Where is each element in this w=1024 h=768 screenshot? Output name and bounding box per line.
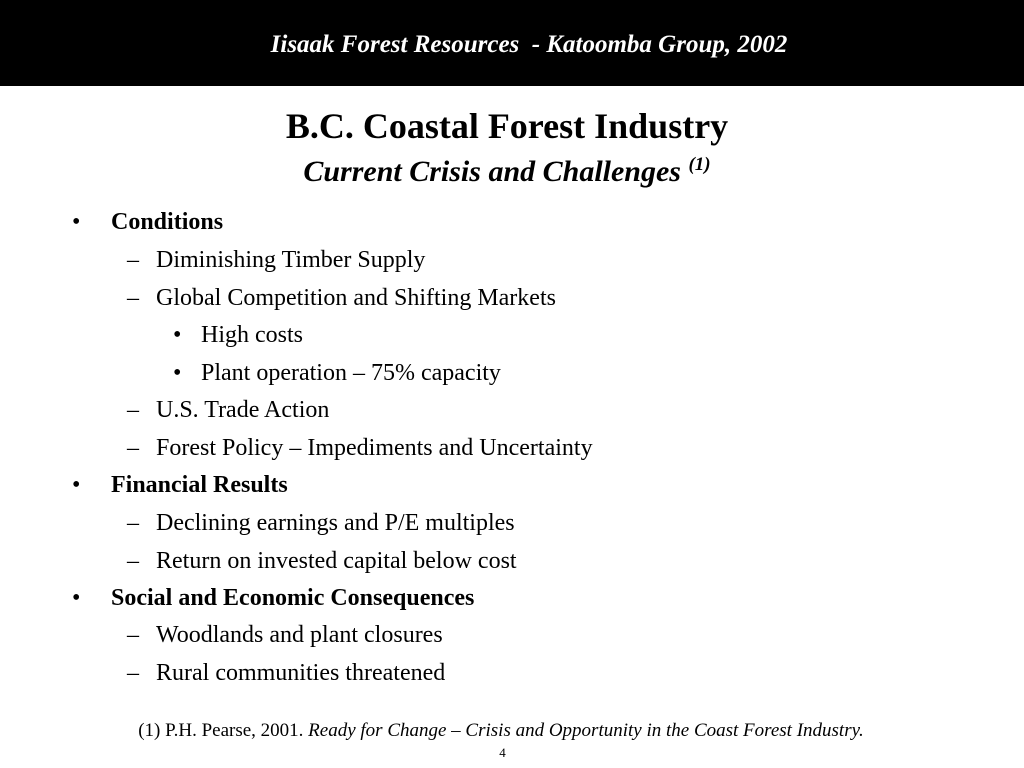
dash-marker: – (127, 285, 139, 311)
bullet-marker: • (72, 209, 81, 235)
outline-item-label: Social and Economic Consequences (111, 585, 475, 611)
slide-title: B.C. Coastal Forest Industry (285, 106, 729, 146)
outline-item-label: Diminishing Timber Supply (156, 247, 426, 273)
bullet-marker: • (72, 472, 81, 498)
outline-item-label: U.S. Trade Action (156, 397, 330, 423)
footnote-reference-title: Ready for Change – Crisis and Opportunity in the Coast Forest Industry. (308, 720, 864, 741)
header-text: Iisaak Forest Resources - Katoomba Group, 2002 (270, 31, 788, 58)
footnote (0, 718, 1002, 744)
outline-item-label: Forest Policy – Impediments and Uncertainty (156, 435, 593, 461)
outline-item-label: Rural communities threatened (156, 660, 446, 686)
outline-item-label: Financial Results (111, 472, 288, 498)
outline-item-label: Plant operation – 75% capacity (201, 360, 501, 386)
outline-item-label: Return on invested capital below cost (156, 548, 517, 574)
outline-item-label: Global Competition and Shifting Markets (156, 285, 556, 311)
outline-item-label: Conditions (111, 209, 224, 235)
header-bar (0, 0, 1024, 86)
dash-marker: – (127, 247, 139, 273)
bullet-marker: • (173, 322, 182, 348)
subtitle-footnote-ref: (1) (688, 154, 711, 175)
outline-item-label: Woodlands and plant closures (156, 622, 443, 648)
bullet-marker: • (72, 585, 81, 611)
subtitle-text: Current Crisis and Challenges (303, 155, 689, 188)
dash-marker: – (127, 622, 139, 648)
dash-marker: – (127, 660, 139, 686)
slide-subtitle (0, 152, 1014, 192)
outline-item-label: Declining earnings and P/E multiples (156, 510, 515, 536)
dash-marker: – (127, 510, 139, 536)
dash-marker: – (127, 435, 139, 461)
dash-marker: – (127, 397, 139, 423)
dash-marker: – (127, 548, 139, 574)
outline-item-label: High costs (201, 322, 303, 348)
footnote-citation: (1) P.H. Pearse, 2001. (138, 720, 309, 741)
bullet-marker: • (173, 360, 182, 386)
page-number: 4 (499, 745, 506, 760)
